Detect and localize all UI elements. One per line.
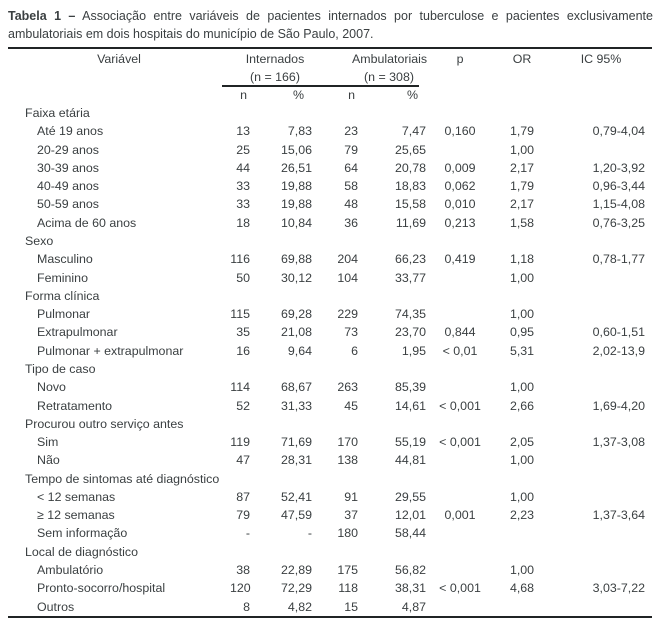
row-label: 30-39 anos [37, 160, 100, 175]
cell-ambulatoriais-n [312, 415, 358, 433]
cell-ambulatoriais-pct: 44,81 [395, 453, 427, 468]
table-row [8, 232, 652, 250]
cell-confidence-interval [550, 470, 652, 488]
cell-p-value [426, 360, 494, 378]
row-label: Sem informação [37, 526, 128, 541]
cell-odds-ratio: 1,00 [509, 453, 535, 468]
cell-internados-pct: 72,29 [280, 581, 312, 596]
cell-ambulatoriais-n: 104 [337, 270, 358, 285]
cell-internados-pct [250, 232, 312, 250]
row-label: 50-59 anos [37, 197, 100, 212]
cell-internados-n [230, 415, 250, 433]
cell-p-value [426, 287, 494, 305]
cell-confidence-interval: 0,76-3,25 [592, 215, 646, 230]
cell-confidence-interval [550, 524, 652, 542]
cell-p-value: 0,062 [444, 179, 476, 194]
cell-confidence-interval: 3,03-7,22 [592, 581, 646, 596]
table-caption-label: Tabela 1 – [8, 9, 76, 23]
cell-ambulatoriais-n: 23 [344, 124, 358, 139]
cell-p-value: 0,419 [444, 252, 476, 267]
cell-internados-n: 38 [236, 563, 250, 578]
table-row [8, 378, 652, 396]
table-row [8, 488, 652, 506]
header-variable: Variável [97, 52, 141, 66]
cell-ambulatoriais-n [312, 360, 358, 378]
cell-confidence-interval: 0,60-1,51 [592, 325, 646, 340]
header-ambulatoriais-n: (n = 308) [364, 70, 414, 84]
cell-p-value: < 0,001 [439, 581, 481, 596]
cell-internados-n: 116 [230, 252, 250, 267]
cell-ambulatoriais-pct: 74,35 [395, 307, 427, 322]
cell-internados-n: 115 [230, 307, 250, 322]
cell-internados-pct: 68,67 [280, 380, 312, 395]
cell-odds-ratio: 1,00 [509, 307, 535, 322]
cell-p-value: 0,001 [444, 508, 476, 523]
header-row-groups [8, 48, 652, 69]
cell-odds-ratio: 1,00 [509, 380, 535, 395]
cell-ambulatoriais-n: 37 [344, 508, 358, 523]
cell-p-value: < 0,001 [439, 435, 481, 450]
cell-internados-pct: 69,88 [280, 252, 312, 267]
cell-ambulatoriais-pct: 18,83 [395, 179, 427, 194]
cell-odds-ratio [494, 524, 550, 542]
cell-ambulatoriais-n: 175 [337, 563, 358, 578]
cell-odds-ratio: 4,68 [509, 581, 535, 596]
row-label: Até 19 anos [37, 124, 104, 139]
cell-p-value: < 0,01 [442, 343, 478, 358]
cell-confidence-interval [550, 451, 652, 469]
cell-confidence-interval: 1,20-3,92 [592, 160, 646, 175]
cell-ambulatoriais-n: 118 [338, 581, 358, 596]
row-label: Outros [37, 599, 75, 614]
cell-internados-pct: 31,33 [280, 398, 312, 413]
cell-confidence-interval [550, 378, 652, 396]
cell-internados-n: 87 [236, 489, 250, 504]
cell-odds-ratio: 1,18 [509, 252, 535, 267]
row-label: Acima de 60 anos [37, 215, 137, 230]
cell-p-value [426, 561, 494, 579]
cell-odds-ratio: 1,79 [509, 124, 535, 139]
cell-ambulatoriais-pct: 20,78 [395, 160, 427, 175]
cell-p-value [426, 451, 494, 469]
table-row [8, 543, 652, 561]
cell-confidence-interval: 1,37-3,08 [592, 435, 646, 450]
table-row [8, 415, 652, 433]
table-row [8, 287, 652, 305]
cell-odds-ratio: 1,00 [509, 563, 535, 578]
table-row [8, 104, 652, 122]
table-row [8, 250, 652, 268]
cell-odds-ratio [494, 598, 550, 617]
row-label: Novo [37, 380, 66, 395]
cell-ambulatoriais-pct [358, 470, 426, 488]
cell-internados-n: 8 [243, 599, 250, 614]
cell-ambulatoriais-pct: 11,69 [395, 215, 427, 230]
cell-ambulatoriais-n: 45 [344, 398, 358, 413]
cell-ambulatoriais-pct: 56,82 [395, 563, 427, 578]
cell-internados-pct: 26,51 [280, 160, 312, 175]
cell-internados-pct [250, 360, 312, 378]
table-row [8, 195, 652, 213]
cell-ambulatoriais-pct [358, 287, 426, 305]
cell-p-value [426, 378, 494, 396]
cell-ambulatoriais-n: 15 [344, 599, 358, 614]
cell-ambulatoriais-pct: 4,87 [401, 599, 427, 614]
cell-ambulatoriais-pct [358, 104, 426, 122]
spacer-cell [550, 69, 652, 86]
header-pct-ambulatoriais: % [406, 88, 419, 102]
cell-confidence-interval: 1,15-4,08 [592, 197, 646, 212]
association-table [8, 47, 652, 618]
cell-odds-ratio [494, 360, 550, 378]
table-row [8, 598, 652, 617]
cell-ambulatoriais-n: 79 [344, 142, 358, 157]
cell-internados-n: 18 [236, 215, 250, 230]
cell-p-value: 0,213 [444, 215, 476, 230]
header-row-n-pct [8, 86, 652, 104]
cell-ambulatoriais-n: 170 [337, 435, 358, 450]
row-label: ≥ 12 semanas [37, 508, 115, 523]
cell-ambulatoriais-pct [358, 232, 426, 250]
cell-ambulatoriais-pct: 7,47 [401, 124, 427, 139]
cell-internados-pct [250, 415, 312, 433]
cell-p-value [426, 269, 494, 287]
cell-ambulatoriais-pct [358, 360, 426, 378]
cell-odds-ratio: 2,05 [509, 435, 535, 450]
group-header-rule [222, 85, 419, 87]
header-confidence-interval: IC 95% [580, 52, 622, 66]
spacer-cell [426, 69, 494, 86]
table-caption-text: Associação entre variáveis de pacientes internados por tuberculose e pacientes exclusivamente ambulatoriais em dois hospitais do município de São Paulo, 2007. [8, 9, 653, 41]
cell-ambulatoriais-pct: 29,55 [395, 489, 427, 504]
cell-internados-pct: 22,89 [280, 563, 312, 578]
spacer-cell [494, 69, 550, 86]
cell-odds-ratio: 1,79 [509, 179, 535, 194]
table-row [8, 214, 652, 232]
cell-ambulatoriais-pct: 38,31 [395, 581, 427, 596]
table-row [8, 159, 652, 177]
table-row [8, 506, 652, 524]
cell-ambulatoriais-n: 180 [337, 526, 358, 541]
cell-confidence-interval: 0,96-3,44 [592, 179, 646, 194]
cell-internados-n: - [245, 526, 250, 541]
header-ambulatoriais: Ambulatoriais [352, 52, 428, 66]
cell-internados-pct: 19,88 [280, 197, 312, 212]
cell-confidence-interval: 2,02-13,9 [592, 343, 646, 358]
row-label: Sexo [25, 233, 54, 248]
cell-ambulatoriais-n: 6 [351, 343, 358, 358]
cell-internados-pct: 4,82 [287, 599, 312, 614]
cell-confidence-interval [550, 415, 652, 433]
cell-ambulatoriais-n [312, 232, 358, 250]
cell-confidence-interval [550, 543, 652, 561]
cell-odds-ratio [494, 104, 550, 122]
cell-confidence-interval [550, 488, 652, 506]
cell-internados-n: 79 [236, 508, 250, 523]
row-label: Procurou outro serviço antes [25, 416, 184, 431]
cell-ambulatoriais-pct: 1,95 [401, 343, 427, 358]
header-pct-internados: % [292, 88, 304, 102]
cell-internados-n: 52 [236, 398, 250, 413]
cell-internados-n [230, 232, 250, 250]
cell-p-value [426, 415, 494, 433]
cell-internados-pct: - [307, 526, 312, 541]
cell-odds-ratio: 1,00 [509, 142, 535, 157]
cell-odds-ratio [494, 470, 550, 488]
cell-internados-n: 33 [236, 197, 250, 212]
cell-ambulatoriais-n: 36 [344, 215, 358, 230]
cell-internados-pct: 52,41 [280, 489, 312, 504]
cell-p-value [426, 598, 494, 617]
cell-internados-n: 35 [236, 325, 250, 340]
cell-ambulatoriais-pct: 33,77 [395, 270, 427, 285]
cell-ambulatoriais-n: 263 [337, 380, 358, 395]
cell-p-value: < 0,001 [439, 398, 481, 413]
cell-internados-n: 44 [236, 160, 250, 175]
cell-ambulatoriais-pct: 66,23 [395, 252, 427, 267]
cell-odds-ratio: 1,58 [509, 215, 535, 230]
row-label: 20-29 anos [37, 142, 100, 157]
row-label: Sim [37, 435, 59, 450]
table-row [8, 561, 652, 579]
cell-p-value [426, 524, 494, 542]
header-p-value: p [456, 52, 464, 66]
cell-internados-n: 13 [236, 124, 250, 139]
cell-odds-ratio [494, 415, 550, 433]
cell-internados-pct [250, 287, 312, 305]
row-label: Tipo de caso [25, 361, 96, 376]
table-row [8, 141, 652, 159]
cell-internados-n [230, 470, 250, 488]
spacer-cell [426, 86, 494, 104]
cell-ambulatoriais-pct: 12,01 [395, 508, 427, 523]
spacer-cell [8, 86, 230, 104]
cell-p-value [426, 305, 494, 323]
cell-confidence-interval: 0,78-1,77 [592, 252, 646, 267]
cell-ambulatoriais-pct [358, 543, 426, 561]
row-label: 40-49 anos [37, 179, 100, 194]
cell-odds-ratio: 5,31 [509, 343, 535, 358]
row-label: Ambulatório [37, 563, 104, 578]
header-n-internados: n [240, 88, 247, 102]
cell-p-value: 0,160 [444, 124, 476, 139]
cell-ambulatoriais-pct: 85,39 [395, 380, 427, 395]
cell-ambulatoriais-pct: 23,70 [395, 325, 427, 340]
cell-p-value [426, 232, 494, 250]
cell-confidence-interval [550, 232, 652, 250]
table-row [8, 342, 652, 360]
cell-confidence-interval [550, 104, 652, 122]
cell-ambulatoriais-pct: 58,44 [395, 526, 427, 541]
table-row [8, 177, 652, 195]
spacer-cell [8, 69, 230, 86]
row-label: Forma clínica [25, 288, 100, 303]
cell-confidence-interval: 1,37-3,64 [592, 508, 646, 523]
cell-confidence-interval: 0,79-4,04 [592, 124, 646, 139]
cell-internados-pct: 19,88 [280, 179, 312, 194]
cell-ambulatoriais-n [312, 287, 358, 305]
row-label: Faixa etária [25, 106, 90, 120]
cell-ambulatoriais-pct: 25,65 [395, 142, 427, 157]
row-label: Tempo de sintomas até diagnóstico [25, 471, 220, 486]
table-row [8, 433, 652, 451]
cell-odds-ratio [494, 287, 550, 305]
cell-internados-n: 114 [230, 380, 250, 395]
cell-ambulatoriais-n [312, 543, 358, 561]
cell-odds-ratio: 2,23 [509, 508, 535, 523]
cell-internados-pct: 30,12 [280, 270, 312, 285]
cell-internados-pct: 10,84 [280, 215, 312, 230]
cell-p-value [426, 141, 494, 159]
cell-p-value: 0,009 [444, 160, 476, 175]
row-label: Extrapulmonar [37, 325, 118, 340]
cell-internados-n: 120 [230, 581, 251, 596]
table-row [8, 323, 652, 341]
cell-odds-ratio: 1,00 [509, 489, 535, 504]
cell-odds-ratio: 1,00 [509, 270, 535, 285]
cell-confidence-interval: 1,69-4,20 [592, 398, 646, 413]
header-n-ambulatoriais: n [348, 88, 355, 102]
cell-internados-n: 119 [230, 435, 250, 450]
row-label: < 12 semanas [37, 489, 116, 504]
cell-internados-pct: 47,59 [280, 508, 312, 523]
cell-internados-pct [250, 104, 312, 122]
row-label: Pulmonar [37, 307, 91, 322]
header-odds-ratio: OR [512, 52, 532, 66]
cell-ambulatoriais-n: 138 [337, 453, 358, 468]
table-body [8, 104, 652, 617]
cell-ambulatoriais-n: 48 [344, 197, 358, 212]
table-row [8, 470, 652, 488]
cell-ambulatoriais-n [312, 470, 358, 488]
cell-internados-n: 50 [236, 270, 250, 285]
cell-confidence-interval [550, 598, 652, 617]
cell-p-value [426, 488, 494, 506]
table-row [8, 397, 652, 415]
table-row [8, 451, 652, 469]
table-row [8, 305, 652, 323]
cell-ambulatoriais-n: 91 [344, 489, 358, 504]
cell-internados-pct [250, 470, 312, 488]
cell-confidence-interval [550, 305, 652, 323]
cell-internados-n [230, 543, 250, 561]
table-row [8, 269, 652, 287]
row-label: Retratamento [37, 398, 113, 413]
table-caption [8, 7, 653, 43]
cell-confidence-interval [550, 269, 652, 287]
table-row [8, 122, 652, 140]
cell-internados-pct: 9,64 [287, 343, 312, 358]
cell-odds-ratio [494, 543, 550, 561]
cell-ambulatoriais-n [312, 104, 358, 122]
cell-p-value [426, 104, 494, 122]
table-row [8, 579, 652, 597]
cell-ambulatoriais-pct [358, 415, 426, 433]
cell-internados-n [230, 104, 250, 122]
cell-confidence-interval [550, 360, 652, 378]
cell-p-value: 0,010 [444, 197, 476, 212]
row-label: Pronto-socorro/hospital [37, 581, 166, 596]
cell-p-value: 0,844 [444, 325, 476, 340]
cell-odds-ratio: 2,66 [509, 398, 535, 413]
cell-internados-n: 16 [236, 343, 250, 358]
cell-internados-n: 25 [236, 142, 250, 157]
cell-internados-n [230, 360, 250, 378]
cell-p-value [426, 543, 494, 561]
header-internados: Internados [245, 52, 305, 66]
cell-internados-pct: 7,83 [287, 124, 312, 139]
cell-internados-n: 33 [236, 179, 250, 194]
table-row [8, 524, 652, 542]
cell-internados-pct: 69,28 [280, 307, 312, 322]
cell-ambulatoriais-n: 204 [337, 252, 358, 267]
cell-ambulatoriais-n: 64 [344, 160, 358, 175]
cell-odds-ratio: 2,17 [509, 197, 535, 212]
cell-ambulatoriais-pct: 14,61 [395, 398, 427, 413]
table-head [8, 48, 652, 104]
cell-ambulatoriais-pct: 15,58 [395, 197, 427, 212]
cell-internados-pct: 21,08 [280, 325, 312, 340]
row-label: Local de diagnóstico [25, 544, 138, 559]
row-label: Masculino [37, 252, 93, 267]
cell-p-value [426, 470, 494, 488]
table-row [8, 360, 652, 378]
spacer-cell [494, 86, 550, 104]
cell-internados-pct: 15,06 [280, 142, 312, 157]
cell-internados-n [230, 287, 250, 305]
cell-confidence-interval [550, 141, 652, 159]
cell-confidence-interval [550, 287, 652, 305]
cell-ambulatoriais-n: 229 [337, 307, 358, 322]
row-label: Feminino [37, 270, 88, 285]
row-label: Não [37, 453, 60, 468]
cell-odds-ratio: 0,95 [509, 325, 535, 340]
cell-odds-ratio: 2,17 [509, 160, 535, 175]
header-internados-n: (n = 166) [250, 70, 300, 84]
cell-ambulatoriais-pct: 55,19 [395, 435, 427, 450]
row-label: Pulmonar + extrapulmonar [37, 343, 184, 358]
cell-internados-pct: 28,31 [280, 453, 312, 468]
cell-ambulatoriais-n: 73 [344, 325, 358, 340]
cell-odds-ratio [494, 232, 550, 250]
cell-internados-n: 47 [236, 453, 250, 468]
spacer-cell [550, 86, 652, 104]
header-row-sample-sizes [8, 69, 652, 86]
cell-internados-pct: 71,69 [280, 435, 312, 450]
cell-ambulatoriais-n: 58 [344, 179, 358, 194]
cell-internados-pct [250, 543, 312, 561]
cell-confidence-interval [550, 561, 652, 579]
